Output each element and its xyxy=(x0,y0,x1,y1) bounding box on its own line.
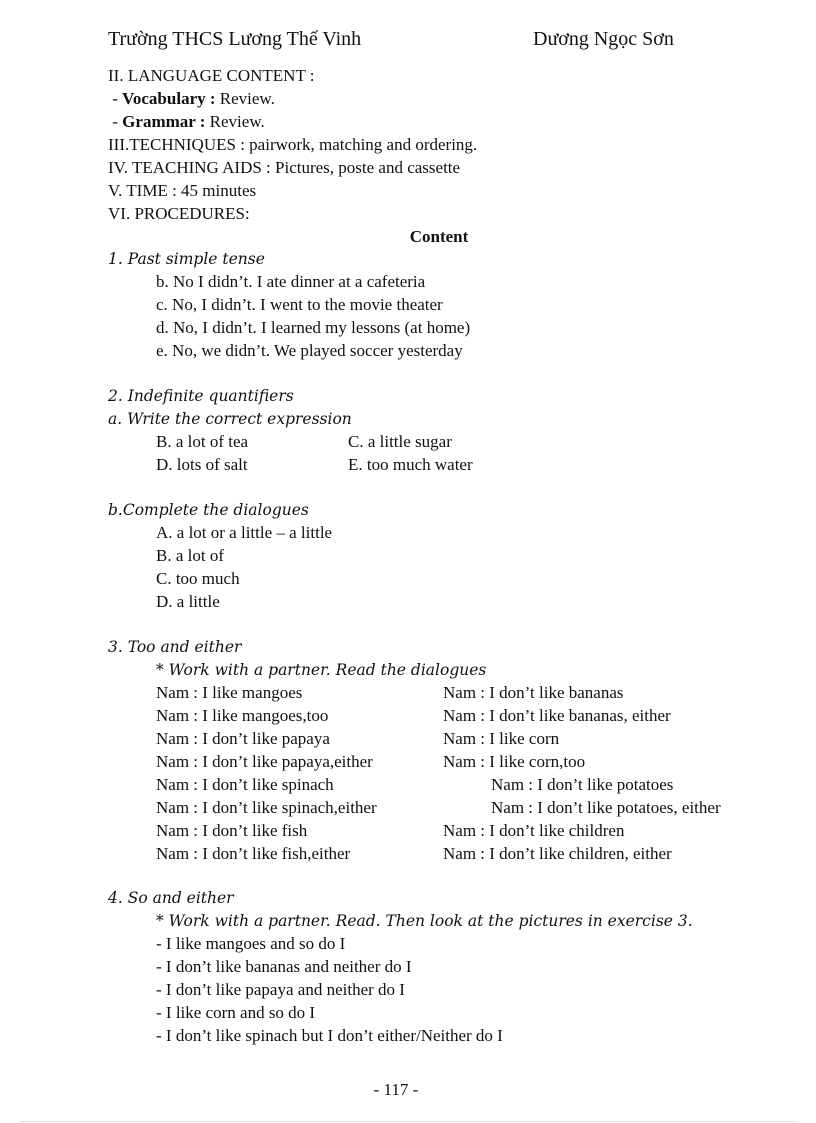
section4-item: - I like corn and so do I xyxy=(156,1003,316,1022)
section1-item: b. No I didn’t. I ate dinner at a cafeteria xyxy=(156,272,426,291)
dialogue-line-left: Nam : I don’t like spinach xyxy=(156,775,334,794)
dialogue-line-right: Nam : I like corn xyxy=(443,729,560,748)
grammar-value: Review. xyxy=(205,112,265,131)
section2-sub-a: a. Write the correct expression xyxy=(108,410,352,428)
section1-title: 1. Past simple tense xyxy=(108,250,265,268)
dialogue-line-right: Nam : I don’t like bananas, either xyxy=(443,706,671,725)
section4-item: - I don’t like bananas and neither do I xyxy=(156,957,412,976)
section3-instruction: * Work with a partner. Read the dialogues xyxy=(156,661,487,679)
dialogue-line-right: Nam : I don’t like children, either xyxy=(443,844,672,863)
section4-item: - I like mangoes and so do I xyxy=(156,934,346,953)
section1-item: c. No, I didn’t. I went to the movie theater xyxy=(156,295,443,314)
section3-title: 3. Too and either xyxy=(108,638,242,656)
dialogue-line-right: Nam : I don’t like potatoes, either xyxy=(491,798,721,817)
section2-sub-b: b.Complete the dialogues xyxy=(108,501,309,519)
section2-title: 2. Indefinite quantifiers xyxy=(108,387,294,405)
vocabulary-line xyxy=(108,89,275,109)
teaching-aids-line: IV. TEACHING AIDS : Pictures, poste and cassette xyxy=(108,158,461,177)
dialogue-line-left: Nam : I don’t like fish xyxy=(156,821,308,840)
quantifier-answer: B. a lot of tea xyxy=(156,432,249,451)
techniques-line: III.TECHNIQUES : pairwork, matching and ordering. xyxy=(108,135,478,154)
section4-item: - I don’t like spinach but I don’t either/Neither do I xyxy=(156,1026,503,1045)
vocab-value: Review. xyxy=(215,89,275,108)
grammar-dash: - xyxy=(108,112,123,131)
dialogue-line-right: Nam : I like corn,too xyxy=(443,752,586,771)
dialogue-answer: A. a lot or a little – a little xyxy=(156,523,333,542)
dialogue-answer: C. too much xyxy=(156,569,240,588)
language-content-heading: II. LANGUAGE CONTENT : xyxy=(108,66,315,85)
quantifier-answer: D. lots of salt xyxy=(156,455,248,474)
section1-item: e. No, we didn’t. We played soccer yesterday xyxy=(156,341,463,360)
content-heading: Content xyxy=(409,227,469,246)
procedures-line: VI. PROCEDURES: xyxy=(108,204,250,223)
vocab-label: Vocabulary : xyxy=(122,89,216,108)
page-number: - 117 - xyxy=(373,1080,419,1099)
grammar-label: Grammar : xyxy=(122,112,206,131)
header-author: Dương Ngọc Sơn xyxy=(533,28,674,50)
dialogue-line-left: Nam : I don’t like papaya,either xyxy=(156,752,373,771)
dialogue-line-left: Nam : I like mangoes,too xyxy=(156,706,329,725)
header-school: Trường THCS Lương Thế Vinh xyxy=(108,28,362,50)
section4-item: - I don’t like papaya and neither do I xyxy=(156,980,405,999)
dialogue-line-left: Nam : I don’t like fish,either xyxy=(156,844,351,863)
section4-title: 4. So and either xyxy=(108,889,234,907)
quantifier-answer: C. a little sugar xyxy=(348,432,452,451)
dialogue-line-right: Nam : I don’t like children xyxy=(443,821,625,840)
vocab-dash: - xyxy=(108,89,123,108)
section1-item: d. No, I didn’t. I learned my lessons (at home) xyxy=(156,318,471,337)
dialogue-line-left: Nam : I don’t like papaya xyxy=(156,729,330,748)
page-bottom-divider xyxy=(20,1121,796,1122)
dialogue-answer: D. a little xyxy=(156,592,220,611)
dialogue-answer: B. a lot of xyxy=(156,546,224,565)
quantifier-answer: E. too much water xyxy=(348,455,473,474)
dialogue-line-right: Nam : I don’t like bananas xyxy=(443,683,624,702)
grammar-line xyxy=(108,112,265,132)
dialogue-line-right: Nam : I don’t like potatoes xyxy=(491,775,674,794)
dialogue-line-left: Nam : I like mangoes xyxy=(156,683,303,702)
section4-instruction: * Work with a partner. Read. Then look at the pictures in exercise 3. xyxy=(156,912,693,930)
dialogue-line-left: Nam : I don’t like spinach,either xyxy=(156,798,377,817)
time-line: V. TIME : 45 minutes xyxy=(108,181,257,200)
